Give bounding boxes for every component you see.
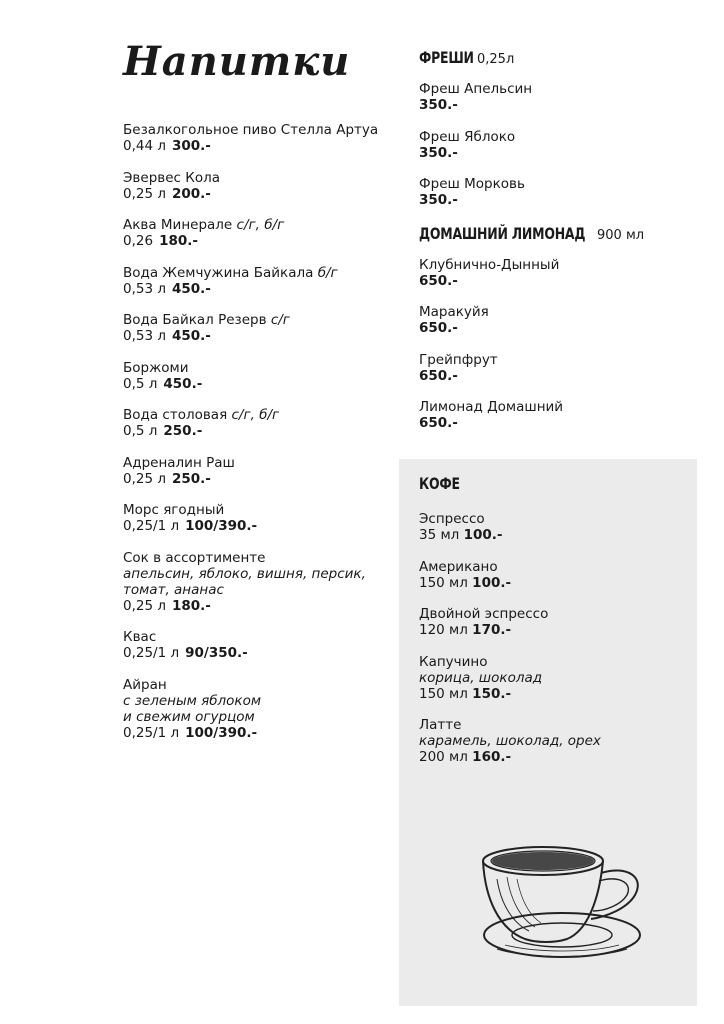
coffee-cup-icon: [477, 839, 647, 964]
drink-name: [123, 170, 393, 186]
drink-price: 180.-: [171, 597, 211, 614]
coffee-item-name: Капучино: [419, 653, 488, 670]
drink-name-text: Вода столовая: [123, 407, 228, 423]
coffee-item-price: 150.-: [472, 685, 512, 702]
drink-item: [123, 217, 393, 249]
drink-volume: 0,26: [123, 233, 154, 249]
coffee-item-price: 100.-: [472, 574, 512, 591]
drink-name: [123, 677, 393, 693]
lemonade-item-price: 650.-: [419, 272, 458, 289]
drink-item: [123, 550, 393, 614]
lemonade-item-name: Клубнично-Дынный: [419, 256, 560, 273]
drink-volume-price: [123, 328, 393, 344]
drink-name: [123, 550, 393, 566]
drink-name-text: Эвервес Кола: [123, 169, 220, 186]
drink-name-text: Адреналин Раш: [123, 454, 235, 471]
coffee-item: [419, 511, 689, 543]
fresh-item: [419, 129, 689, 161]
drink-volume-price: [123, 138, 393, 154]
coffee-item-volume: 150 мл: [419, 685, 468, 702]
drink-price: 450.-: [163, 375, 203, 392]
drink-price: 300.-: [171, 138, 211, 154]
coffee-item-price: 100.-: [463, 527, 503, 543]
fresh-header: [419, 48, 689, 67]
lemonade-volume: 900 мл: [597, 227, 645, 243]
drink-note: апельсин, яблоко, вишня, персик,: [123, 565, 366, 582]
drink-tag: б/г: [317, 264, 338, 281]
drink-name: [123, 265, 393, 281]
lemonade-list: [419, 257, 689, 432]
drink-volume-price: [123, 233, 393, 249]
drink-volume: 0,5 л: [123, 423, 158, 439]
drink-name: [123, 122, 393, 138]
fresh-item-name: Фреш Яблоко: [419, 128, 516, 145]
drink-name-text: Безалкогольное пиво Стелла Артуа: [123, 122, 379, 138]
drink-price: 90/350.-: [185, 645, 248, 661]
fresh-title: ФРЕШИ: [419, 48, 474, 67]
coffee-item-name: Двойной эспрессо: [419, 606, 549, 622]
drinks-column: [123, 32, 393, 756]
coffee-volume-price: [419, 527, 689, 543]
drink-price: 250.-: [163, 423, 203, 439]
drink-volume: 0,53 л: [123, 328, 166, 344]
fresh-item-price: 350.-: [419, 192, 458, 208]
drink-price: 450.-: [171, 280, 211, 297]
drink-volume: 0,25/1 л: [123, 645, 180, 661]
drink-name-text: Боржоми: [123, 359, 189, 376]
drink-volume-price: [123, 423, 393, 439]
drink-volume-price: [123, 645, 393, 661]
drink-name: [123, 217, 393, 233]
drink-name: [123, 455, 393, 471]
lemonade-item: [419, 304, 689, 336]
drink-name: [123, 502, 393, 518]
lemonade-header: [419, 224, 689, 243]
fresh-item: [419, 176, 689, 208]
drink-item: [123, 170, 393, 202]
drink-name-text: Морс ягодный: [123, 502, 225, 518]
coffee-item-volume: 200 мл: [419, 749, 468, 765]
coffee-item-price: 160.-: [472, 749, 512, 765]
lemonade-section: [419, 224, 689, 432]
page-title: Напитки: [123, 38, 351, 85]
coffee-item-volume: 150 мл: [419, 574, 468, 591]
fresh-item-price: 350.-: [419, 144, 458, 161]
coffee-panel: [399, 459, 697, 1006]
drink-volume-price: [123, 376, 393, 392]
drink-price: 200.-: [171, 185, 211, 202]
drink-name-text: Аква Минерале: [123, 217, 233, 233]
coffee-item-note: карамель, шоколад, орех: [419, 733, 601, 749]
drink-name-text: Вода Байкал Резерв: [123, 312, 267, 328]
drink-item: [123, 122, 393, 154]
drink-volume-price: [123, 725, 393, 741]
lemonade-item-name: Маракуйя: [419, 304, 489, 320]
coffee-item-name: Американо: [419, 558, 498, 575]
fresh-item: [419, 81, 689, 113]
coffee-item-note: корица, шоколад: [419, 669, 543, 686]
coffee-item: [419, 654, 689, 702]
drink-price: 180.-: [159, 233, 198, 249]
drink-name: [123, 312, 393, 328]
drink-tag: с/г, б/г: [231, 407, 280, 423]
fresh-volume: 0,25л: [477, 52, 515, 67]
fresh-item-name: Фреш Морковь: [419, 176, 525, 192]
lemonade-item-price: 650.-: [419, 320, 458, 336]
drink-name: [123, 407, 393, 423]
drink-price: 100/390.-: [185, 518, 258, 534]
drink-name: [123, 629, 393, 645]
lemonade-item: [419, 257, 689, 289]
coffee-header: [419, 474, 689, 493]
lemonade-title: ДОМАШНИЙ ЛИМОНАД: [419, 223, 586, 243]
fresh-item-name: Фреш Апельсин: [419, 81, 533, 97]
coffee-item-price: 170.-: [472, 622, 512, 638]
lemonade-item-name: Грейпфрут: [419, 351, 498, 368]
drink-volume: 0,25 л: [123, 185, 166, 202]
drink-price: 250.-: [171, 470, 211, 487]
drink-item: [123, 360, 393, 392]
coffee-section: [419, 474, 689, 781]
drink-volume: 0,5 л: [123, 375, 158, 392]
drink-tag: с/г: [270, 312, 290, 328]
drink-price: 100/390.-: [185, 724, 258, 741]
drinks-list: [123, 122, 393, 741]
drink-name: [123, 360, 393, 376]
right-column: [419, 48, 689, 447]
drink-item: [123, 407, 393, 439]
coffee-item: [419, 717, 689, 765]
drink-volume: 0,25 л: [123, 470, 166, 487]
lemonade-item-price: 650.-: [419, 367, 458, 384]
drink-item: [123, 629, 393, 661]
coffee-item-name: Латте: [419, 717, 462, 733]
drink-volume: 0,53 л: [123, 280, 166, 297]
drink-volume: 0,25 л: [123, 597, 166, 614]
coffee-volume-price: [419, 749, 689, 765]
drink-item: [123, 455, 393, 487]
lemonade-item-name: Лимонад Домашний: [419, 399, 564, 415]
drink-volume: 0,44 л: [123, 138, 166, 154]
drink-volume: 0,25/1 л: [123, 518, 180, 534]
drink-name-text: Квас: [123, 629, 157, 645]
coffee-item-volume: 35 мл: [419, 527, 460, 543]
lemonade-item: [419, 352, 689, 384]
drink-tag: с/г, б/г: [236, 217, 285, 233]
drink-item: [123, 502, 393, 534]
drink-name-text: Сок в ассортименте: [123, 549, 266, 566]
drink-name-text: Вода Жемчужина Байкала: [123, 264, 314, 281]
drink-item: [123, 677, 393, 741]
lemonade-item-price: 650.-: [419, 415, 458, 431]
drink-volume-price: [123, 598, 393, 614]
drink-note: томат, ананас: [123, 581, 224, 598]
coffee-volume-price: [419, 575, 689, 591]
drink-volume-price: [123, 186, 393, 202]
drink-note: с зеленым яблоком: [123, 692, 262, 709]
drink-note: и свежим огурцом: [123, 708, 255, 725]
fresh-section: [419, 48, 689, 208]
drink-volume-price: [123, 471, 393, 487]
drink-volume-price: [123, 281, 393, 297]
coffee-title: КОФЕ: [419, 474, 460, 493]
coffee-item-name: Эспрессо: [419, 511, 485, 527]
drink-item: [123, 265, 393, 297]
fresh-item-price: 350.-: [419, 97, 458, 113]
coffee-list: [419, 511, 689, 765]
drink-volume: 0,25/1 л: [123, 724, 180, 741]
coffee-volume-price: [419, 686, 689, 702]
fresh-list: [419, 81, 689, 208]
lemonade-item: [419, 399, 689, 431]
coffee-item: [419, 606, 689, 638]
drink-item: [123, 312, 393, 344]
drink-volume-price: [123, 518, 393, 534]
drink-name-text: Айран: [123, 676, 167, 693]
drink-price: 450.-: [171, 328, 211, 344]
coffee-item-volume: 120 мл: [419, 622, 468, 638]
coffee-volume-price: [419, 622, 689, 638]
coffee-item: [419, 559, 689, 591]
